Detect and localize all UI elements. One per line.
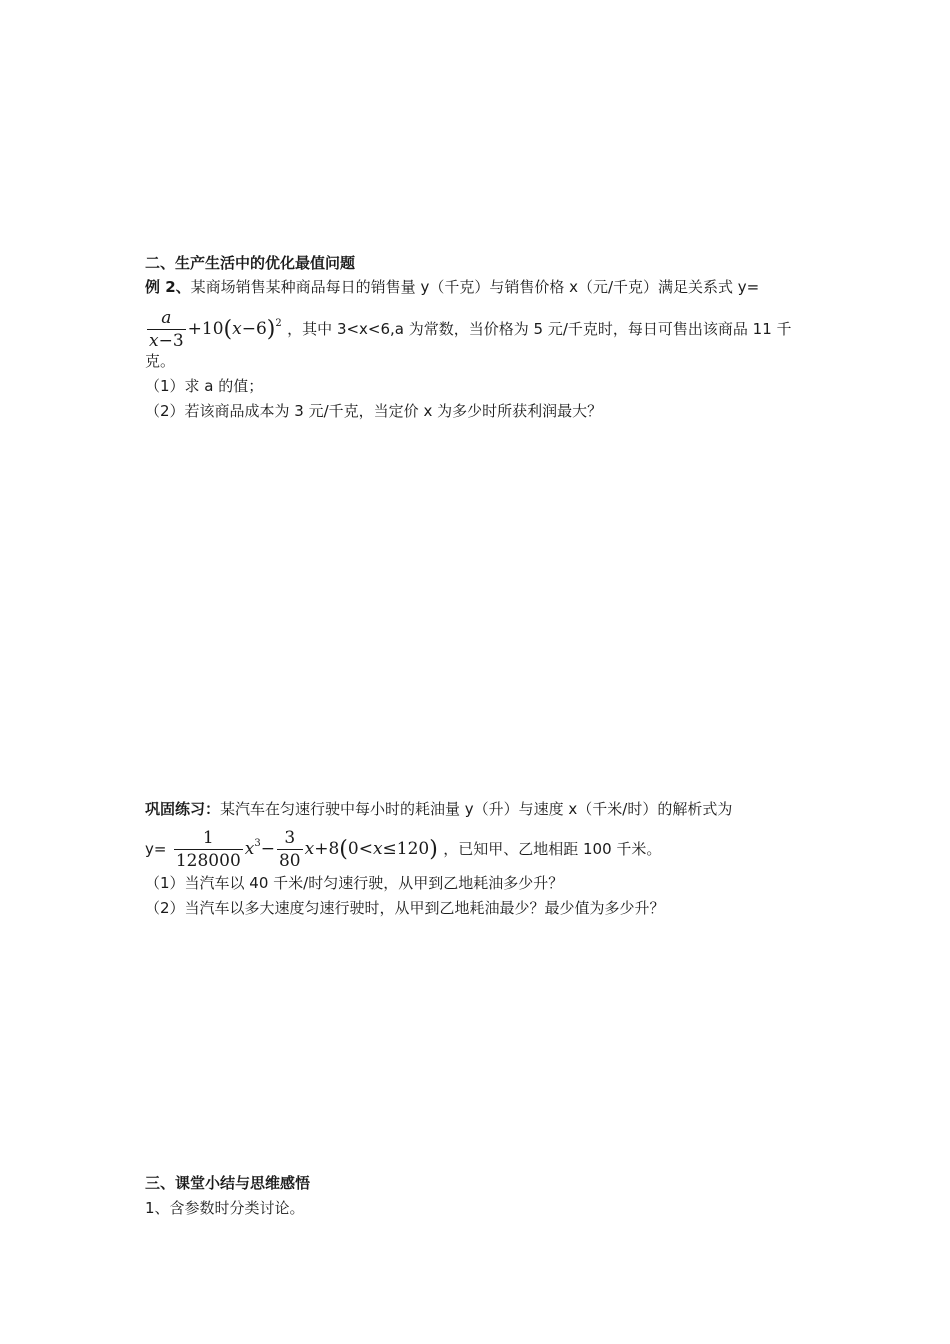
example-2-formula: $\frac{a}{x-3}$ $+10(x-6)^2$ <box>149 308 282 351</box>
practice-formula: $\frac{1}{128000}$ $x^3-$ $\frac{3}{80}$ x+8(0<x≤120) <box>175 828 438 871</box>
practice-statement <box>145 798 732 820</box>
practice-label: 巩固练习： <box>145 800 221 818</box>
section-3-item-1: 1、含参数时分类讨论。 <box>145 1199 305 1217</box>
section-3-heading: 三、课堂小结与思维感悟 <box>145 1174 311 1192</box>
example-2-label: 例 2、 <box>145 278 191 296</box>
example-2-question-2: （2）若该商品成本为 3 元/千克，当定价 x 为多少时所获利润最大？ <box>145 402 603 420</box>
practice-question-1: （1）当汽车以 40 千米/时匀速行驶，从甲到乙地耗油多少升？ <box>145 874 564 892</box>
example-2-question-1: （1）求 a 的值； <box>145 377 264 395</box>
practice-formula-line: y= $\frac{1}{128000}$ $x^3-$ $\frac{3}{80}$ x+8(0<x≤120) ，已知甲、乙地相距 100 千米。 <box>145 828 662 871</box>
fraction-1-over-128000: $\frac{1}{128000}$ <box>175 828 241 871</box>
example-2-formula-tail: ，其中 3<x<6,a 为常数，当价格为 5 元/千克时，每日可售出该商品 11 千 <box>287 320 792 338</box>
practice-text: 某汽车在匀速行驶中每小时的耗油量 y（升）与速度 x（千米/时）的解析式为 <box>220 800 733 818</box>
fraction-3-over-80: $\frac{3}{80}$ <box>278 828 301 871</box>
example-2-formula-line <box>145 300 792 351</box>
section-2-heading: 二、生产生活中的优化最值问题 <box>145 254 356 272</box>
practice-formula-tail: ，已知甲、乙地相距 100 千米。 <box>443 840 662 858</box>
practice-question-2: （2）当汽车以多大速度匀速行驶时，从甲到乙地耗油最少？最少值为多少升？ <box>145 899 665 917</box>
example-2-text: 某商场销售某种商品每日的销售量 y（千克）与销售价格 x（元/千克）满足关系式 y= <box>190 278 760 296</box>
fraction-a-over-x-minus-3: $\frac{a}{x-3}$ <box>149 308 184 351</box>
example-2-statement <box>145 276 759 298</box>
example-2-continuation: 克。 <box>145 352 176 370</box>
